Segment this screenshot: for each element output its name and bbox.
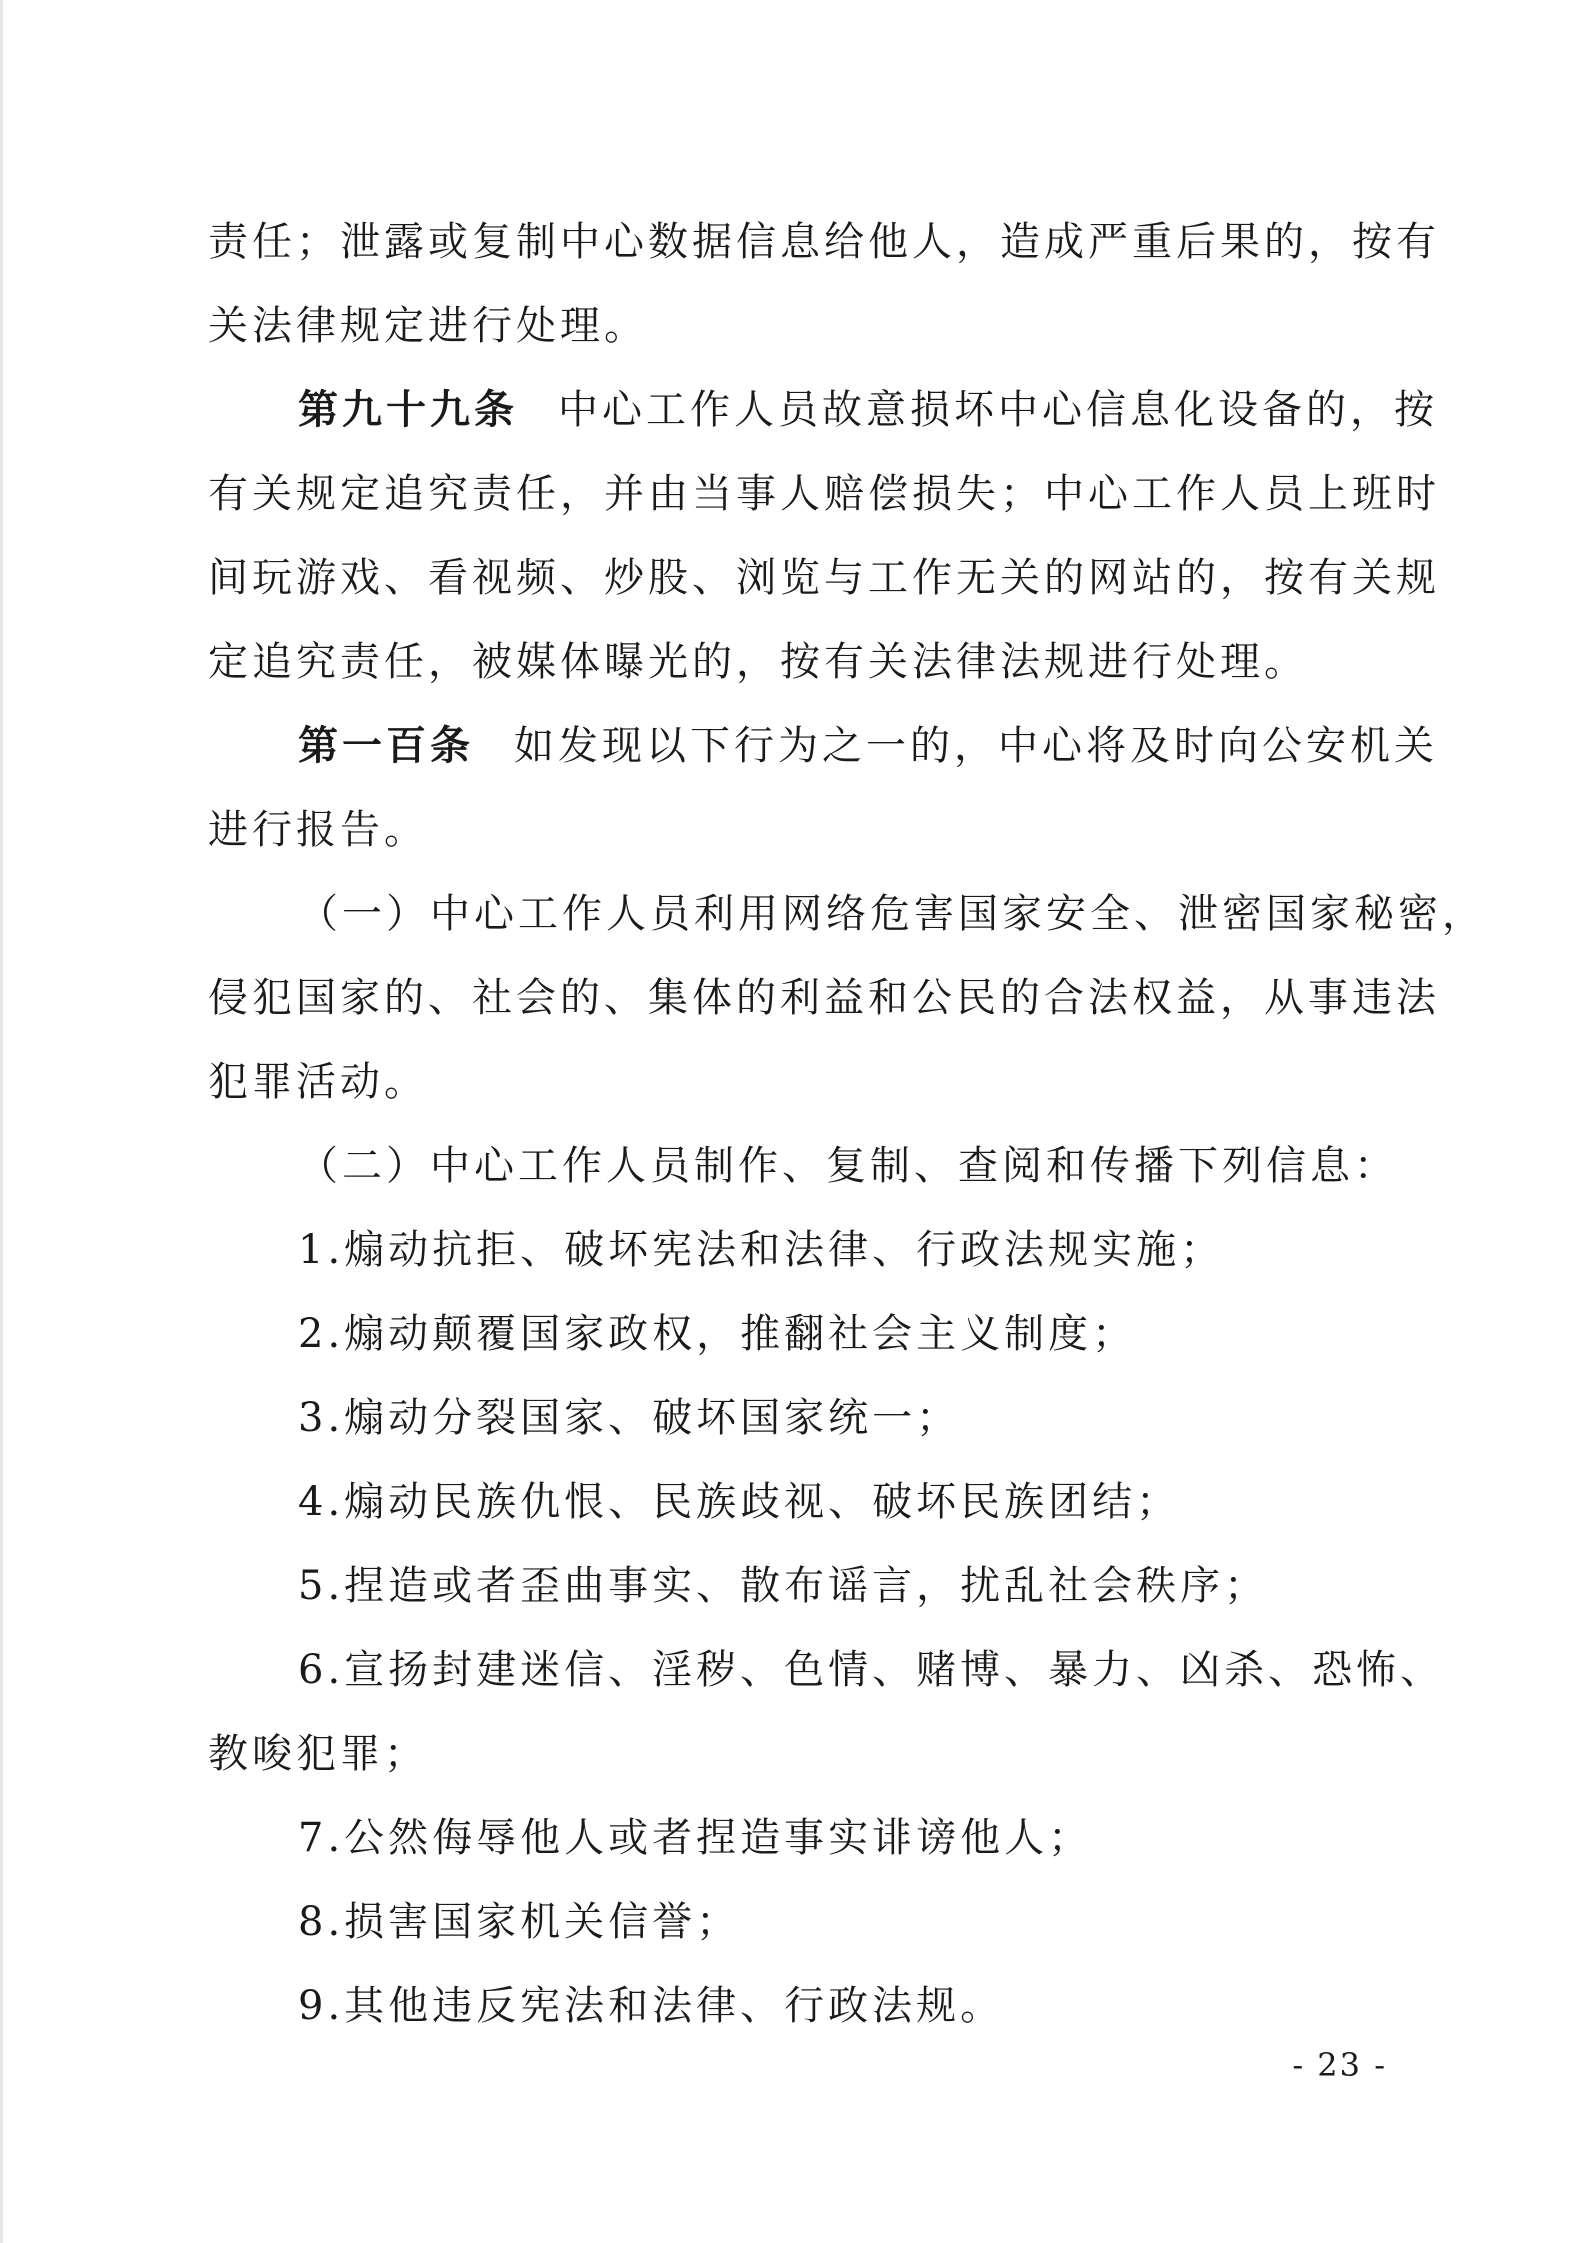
- list-item: 1.煽动抗拒、破坏宪法和法律、行政法规实施；: [298, 1227, 1225, 1273]
- clause-1-line: （一）中心工作人员利用网络危害国家安全、泄密国家秘密，: [298, 891, 1486, 937]
- article-100-text: 如发现以下行为之一的，中心将及时向公安机关: [514, 723, 1438, 769]
- list-item: 9.其他违反宪法和法律、行政法规。: [298, 1983, 1005, 2029]
- document-body: [208, 200, 1486, 2048]
- article-99-text: 中心工作人员故意损坏中心信息化设备的，按: [558, 387, 1438, 433]
- text-line: 定追究责任，被媒体曝光的，按有关法律法规进行处理。: [208, 639, 1308, 685]
- text-line: 进行报告。: [208, 807, 428, 853]
- list-item: 6.宣扬封建迷信、淫秽、色情、赌博、暴力、凶杀、恐怖、: [298, 1647, 1445, 1693]
- list-item: 8.损害国家机关信誉；: [298, 1899, 741, 1945]
- list-item: 4.煽动民族仇恨、民族歧视、破坏民族团结；: [298, 1479, 1181, 1525]
- text-line: 侵犯国家的、社会的、集体的利益和公民的合法权益，从事违法: [208, 975, 1440, 1021]
- article-99-number: 第九十九条: [298, 386, 518, 433]
- text-line: 犯罪活动。: [208, 1059, 428, 1105]
- list-item: 3.煽动分裂国家、破坏国家统一；: [298, 1395, 961, 1441]
- page-number: - 23 -: [1292, 2046, 1387, 2084]
- text-line: 关法律规定进行处理。: [208, 303, 648, 349]
- article-99-first-line: [208, 368, 1438, 452]
- list-item: 2.煽动颠覆国家政权，推翻社会主义制度；: [298, 1311, 1137, 1357]
- page-edge: [0, 0, 3, 2243]
- article-100-number: 第一百条: [298, 722, 474, 769]
- list-item: 5.捏造或者歪曲事实、散布谣言，扰乱社会秩序；: [298, 1563, 1269, 1609]
- article-100-first-line: [208, 704, 1438, 788]
- list-item-continuation: 教唆犯罪；: [208, 1731, 428, 1777]
- clause-2-line: （二）中心工作人员制作、复制、查阅和传播下列信息：: [298, 1143, 1398, 1189]
- text-line: 间玩游戏、看视频、炒股、浏览与工作无关的网站的，按有关规: [208, 555, 1440, 601]
- text-line: 有关规定追究责任，并由当事人赔偿损失；中心工作人员上班时: [208, 471, 1440, 517]
- text-line: 责任；泄露或复制中心数据信息给他人，造成严重后果的，按有: [208, 219, 1440, 265]
- list-item: 7.公然侮辱他人或者捏造事实诽谤他人；: [298, 1815, 1093, 1861]
